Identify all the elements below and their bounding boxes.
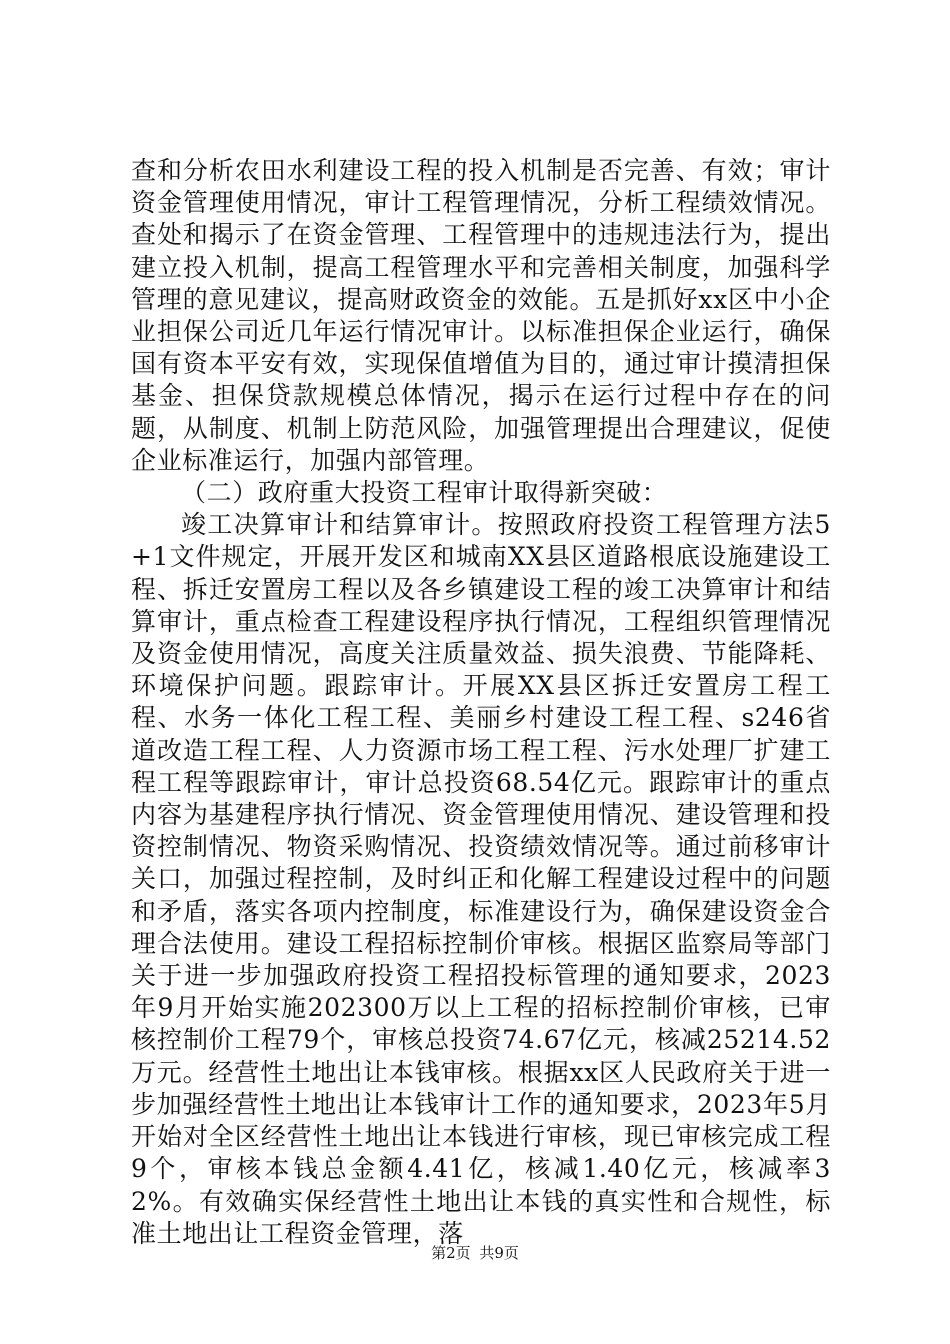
document-body [131,155,831,1250]
page-total: 共9页 [479,1244,519,1262]
page-number: 第2页 [431,1244,471,1262]
section-heading: （二）政府重大投资工程审计取得新突破： [181,478,668,508]
paragraph-investment-audit: 竣工决算审计和结算审计。按照政府投资工程管理方法5+1文件规定，开展开发区和城南XX县区道路根底设施建设工程、拆迁安置房工程以及各乡镇建设工程的竣工决算审计和结算审计，重点检查工程建设程序执行情况，工程组织管理情况及资金使用情况，高度关注质量效益、损失浪费、节能降耗、环境保护问题。跟踪审计。开展XX县区拆迁安置房工程工程、水务一体化工程工程、美丽乡村建设工程工程、s246省道改造工程工程、人力资源市场工程工程、污水处理厂扩建工程工程等跟踪审计，审计总投资68.54亿元。跟踪审计的重点内容为基建程序执行情况、资金管理使用情况、建设管理和投资控制情况、物资采购情况、投资绩效情况等。通过前移审计关口，加强过程控制，及时纠正和化解工程建设过程中的问题和矛盾，落实各项内控制度，标准建设行为，确保建设资金合理合法使用。建设工程招标控制价审核。根据区监察局等部门关于进一步加强政府投资工程招投标管理的通知要求，2023年9月开始实施202300万以上工程的招标控制价审核，已审核控制价工程79个，审核总投资74.67亿元，核减25214.52万元。经营性土地出让本钱审核。根据xx区人民政府关于进一步加强经营性土地出让本钱审计工作的通知要求，2023年5月开始对全区经营性土地出让本钱进行审核，现已审核完成工程9个，审核本钱总金额4.41亿，核减1.40亿元，核减率32%。有效确实保经营性土地出让本钱的真实性和合规性，标准土地出让工程资金管理，落 [131,510,831,1248]
paragraph-audit-summary: 查和分析农田水利建设工程的投入机制是否完善、有效；审计资金管理使用情况，审计工程管理情况，分析工程绩效情况。查处和揭示了在资金管理、工程管理中的违规违法行为，提出建立投入机制，提高工程管理水平和完善相关制度，加强科学管理的意见建议，提高财政资金的效能。五是抓好xx区中小企业担保公司近几年运行情况审计。以标准担保企业运行，确保国有资本平安有效，实现保值增值为目的，通过审计摸清担保基金、担保贷款规模总体情况，揭示在运行过程中存在的问题，从制度、机制上防范风险，加强管理提出合理建议，促使企业标准运行，加强内部管理。 [131,156,831,475]
page-footer [0,1243,950,1263]
